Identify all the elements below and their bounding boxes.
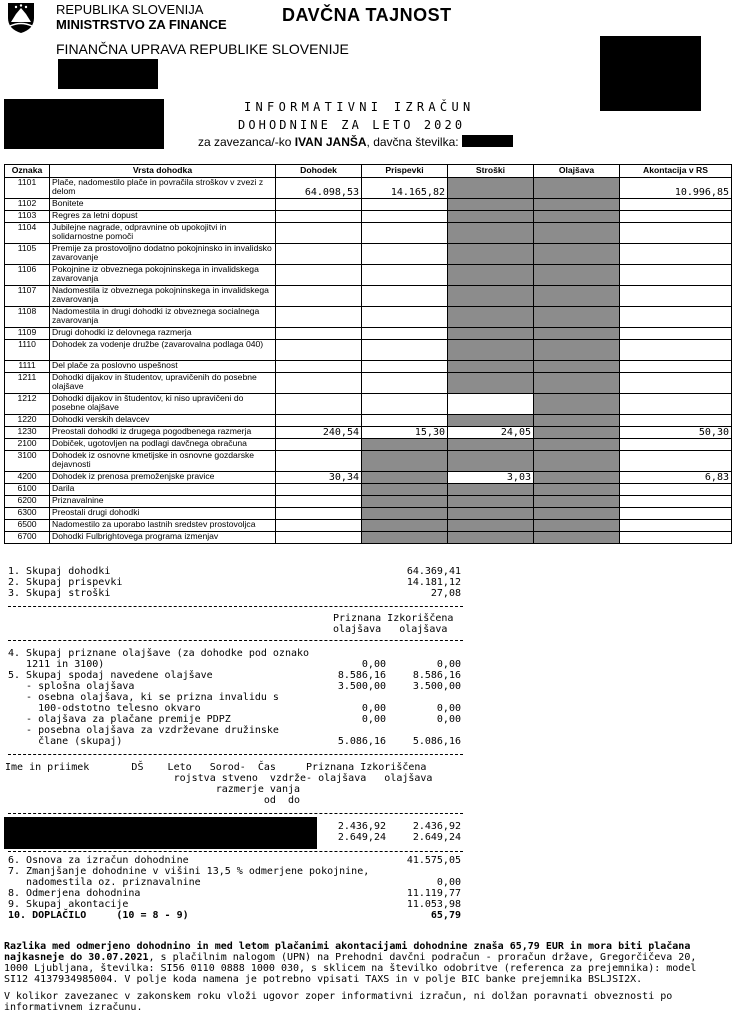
cell-dohodek <box>276 373 362 394</box>
table-header-row <box>5 165 732 178</box>
cell-dohodek <box>276 223 362 244</box>
relief-5-used: 8.586,16 <box>412 670 461 681</box>
cell-prispevki: 14.165,82 <box>362 178 448 199</box>
income-code: 1102 <box>5 199 50 211</box>
dependent-1-recognized: 2.436,92 <box>337 821 386 832</box>
table-row <box>5 451 732 472</box>
total-income-label: 1. Skupaj dohodki <box>8 566 111 577</box>
cell-prispevki <box>362 211 448 223</box>
relief-disability-used: 0,00 <box>436 703 461 714</box>
cell-akontacija <box>620 484 732 496</box>
cell-prispevki <box>362 415 448 427</box>
cell-dohodek: 64.098,53 <box>276 178 362 199</box>
table-row <box>5 496 732 508</box>
income-type: Darila <box>50 484 276 496</box>
cell-dohodek <box>276 532 362 544</box>
column-header: Olajšava <box>534 165 620 178</box>
cell-dohodek <box>276 508 362 520</box>
cell-akontacija <box>620 211 732 223</box>
income-code: 6500 <box>5 520 50 532</box>
relief-column-header: Priznana Izkoriščena olajšava olajšava <box>333 613 454 635</box>
org-line-2: MINISTRSTVO ZA FINANCE <box>56 17 227 32</box>
divider <box>8 640 463 641</box>
cell-dohodek <box>276 451 362 472</box>
cell-olajsava <box>534 223 620 244</box>
cell-akontacija <box>620 520 732 532</box>
coat-of-arms-icon <box>6 2 36 34</box>
table-row <box>5 199 732 211</box>
income-code: 1108 <box>5 307 50 328</box>
relief-pdpz-recognized: 0,00 <box>361 714 386 725</box>
cell-stroski <box>448 508 534 520</box>
cell-prispevki <box>362 328 448 340</box>
total-costs-label: 3. Skupaj stroški <box>8 588 111 599</box>
column-header: Stroški <box>448 165 534 178</box>
cell-olajsava <box>534 427 620 439</box>
additional-payment-value: 65,79 <box>430 910 461 921</box>
assessed-tax-label: 8. Odmerjena dohodnina <box>8 888 141 899</box>
payment-deadline-text: Razlika med odmerjeno dohodnino in med letom plačanimi akontacijami dohodnine znaša 65,79 EUR in mora biti plačana najkasneje do 30.07.2021 <box>4 941 691 963</box>
cell-prispevki <box>362 244 448 265</box>
cell-olajsava <box>534 340 620 361</box>
cell-olajsava <box>534 451 620 472</box>
divider <box>8 813 463 814</box>
cell-akontacija: 6,83 <box>620 472 732 484</box>
relief-general-label: - splošna olajšava <box>8 681 135 692</box>
document-title: INFORMATIVNI IZRAČUN <box>244 100 475 114</box>
income-code: 6200 <box>5 496 50 508</box>
cell-olajsava <box>534 415 620 427</box>
relief-4-recognized: 0,00 <box>361 659 386 670</box>
cell-stroski <box>448 211 534 223</box>
cell-stroski <box>448 199 534 211</box>
income-code: 1110 <box>5 340 50 361</box>
income-code: 6300 <box>5 508 50 520</box>
cell-akontacija <box>620 532 732 544</box>
income-type: Drugi dohodki iz delovnega razmerja <box>50 328 276 340</box>
cell-dohodek <box>276 484 362 496</box>
income-type: Priznavalnine <box>50 496 276 508</box>
cell-akontacija <box>620 439 732 451</box>
income-code: 2100 <box>5 439 50 451</box>
cell-olajsava <box>534 244 620 265</box>
cell-dohodek <box>276 265 362 286</box>
cell-akontacija <box>620 328 732 340</box>
cell-olajsava <box>534 265 620 286</box>
tax-base-label: 6. Osnova za izračun dohodnine <box>8 855 189 866</box>
cell-olajsava <box>534 520 620 532</box>
column-header: Vrsta dohodka <box>50 165 276 178</box>
cell-dohodek <box>276 211 362 223</box>
income-type: Dohodki verskih delavcev <box>50 415 276 427</box>
redacted-block <box>600 36 701 111</box>
cell-olajsava <box>534 394 620 415</box>
cell-akontacija <box>620 286 732 307</box>
cell-dohodek <box>276 361 362 373</box>
cell-stroski: 3,03 <box>448 472 534 484</box>
relief-disability-label: - osebna olajšava, ki se prizna invalidu s 100-odstotno telesno okvaro <box>26 692 279 714</box>
redacted-block <box>58 59 158 89</box>
income-type: Dohodki Fulbrightovega programa izmenjav <box>50 532 276 544</box>
table-row <box>5 265 732 286</box>
income-type: Dobiček, ugotovljen na podlagi davčnega obračuna <box>50 439 276 451</box>
relief-dependents-used: 5.086,16 <box>412 736 461 747</box>
cell-prispevki <box>362 451 448 472</box>
income-code: 1103 <box>5 211 50 223</box>
income-type: Bonitete <box>50 199 276 211</box>
cell-stroski <box>448 178 534 199</box>
table-row <box>5 340 732 361</box>
cell-dohodek: 240,54 <box>276 427 362 439</box>
table-row <box>5 508 732 520</box>
income-type: Nadomestila iz obveznega pokojninskega in invalidskega zavarovanja <box>50 286 276 307</box>
cell-olajsava <box>534 307 620 328</box>
cell-akontacija <box>620 223 732 244</box>
cell-prispevki <box>362 361 448 373</box>
relief-pdpz-label: - olajšava za plačane premije PDPZ <box>8 714 231 725</box>
income-code: 1230 <box>5 427 50 439</box>
income-type: Dohodki dijakov in študentov, upravičenih do posebne olajšave <box>50 373 276 394</box>
advance-payments-value: 11.053,98 <box>406 899 461 910</box>
cell-stroski <box>448 484 534 496</box>
cell-akontacija <box>620 199 732 211</box>
cell-dohodek <box>276 415 362 427</box>
column-header: Akontacija v RS <box>620 165 732 178</box>
income-code: 1105 <box>5 244 50 265</box>
cell-prispevki <box>362 508 448 520</box>
cell-olajsava <box>534 286 620 307</box>
cell-prispevki <box>362 472 448 484</box>
cell-akontacija: 50,30 <box>620 427 732 439</box>
cell-olajsava <box>534 178 620 199</box>
cell-akontacija <box>620 394 732 415</box>
income-code: 1111 <box>5 361 50 373</box>
cell-prispevki <box>362 520 448 532</box>
relief-4-label: 4. Skupaj priznane olajšave (za dohodke pod oznako 1211 in 3100) <box>8 648 310 670</box>
income-type: Plače, nadomestilo plače in povračila stroškov v zvezi z delom <box>50 178 276 199</box>
cell-prispevki <box>362 373 448 394</box>
cell-olajsava <box>534 328 620 340</box>
total-income-value: 64.369,41 <box>406 566 461 577</box>
cell-stroski <box>448 496 534 508</box>
table-row <box>5 211 732 223</box>
cell-olajsava <box>534 532 620 544</box>
cell-prispevki <box>362 265 448 286</box>
cell-olajsava <box>534 361 620 373</box>
cell-akontacija <box>620 244 732 265</box>
table-row <box>5 394 732 415</box>
income-type: Dohodek iz prenosa premoženjske pravice <box>50 472 276 484</box>
taxpayer-name: IVAN JANŠA <box>294 135 367 149</box>
cell-stroski <box>448 532 534 544</box>
cell-akontacija <box>620 373 732 394</box>
cell-olajsava <box>534 439 620 451</box>
income-code: 1106 <box>5 265 50 286</box>
reduction-label: 7. Zmanjšanje dohodnine v višini 13,5 % odmerjene pokojnine, nadomestila oz. priznavalnine <box>8 866 370 888</box>
cell-prispevki <box>362 307 448 328</box>
document-subtitle: DOHODNINE ZA LETO 2020 <box>238 118 466 132</box>
income-code: 1211 <box>5 373 50 394</box>
relief-5-label: 5. Skupaj spodaj navedene olajšave <box>8 670 213 681</box>
income-type: Pokojnine iz obveznega pokojninskega in invalidskega zavarovanja <box>50 265 276 286</box>
cell-dohodek <box>276 307 362 328</box>
cell-stroski <box>448 265 534 286</box>
table-row <box>5 427 732 439</box>
table-row <box>5 307 732 328</box>
table-row <box>5 520 732 532</box>
income-type: Del plače za poslovno uspešnost <box>50 361 276 373</box>
cell-akontacija <box>620 415 732 427</box>
redacted-block <box>462 135 513 147</box>
taxpayer-prefix: za zavezanca/-ko <box>198 135 292 149</box>
cell-stroski <box>448 244 534 265</box>
cell-stroski <box>448 520 534 532</box>
relief-4-used: 0,00 <box>436 659 461 670</box>
cell-stroski <box>448 415 534 427</box>
cell-prispevki <box>362 496 448 508</box>
cell-akontacija <box>620 496 732 508</box>
cell-olajsava <box>534 211 620 223</box>
cell-akontacija: 10.996,85 <box>620 178 732 199</box>
cell-dohodek <box>276 340 362 361</box>
income-type: Preostali dohodki iz drugega pogodbenega razmerja <box>50 427 276 439</box>
table-row <box>5 244 732 265</box>
redacted-block <box>4 99 164 149</box>
cell-olajsava <box>534 472 620 484</box>
cell-olajsava <box>534 496 620 508</box>
income-code: 1101 <box>5 178 50 199</box>
divider <box>8 851 463 852</box>
cell-stroski <box>448 286 534 307</box>
table-row <box>5 361 732 373</box>
cell-prispevki <box>362 439 448 451</box>
cell-stroski <box>448 328 534 340</box>
divider <box>8 754 463 755</box>
dependent-1-used: 2.436,92 <box>412 821 461 832</box>
cell-dohodek <box>276 244 362 265</box>
cell-stroski: 24,05 <box>448 427 534 439</box>
cell-stroski <box>448 373 534 394</box>
cell-prispevki <box>362 532 448 544</box>
income-code: 1104 <box>5 223 50 244</box>
table-row <box>5 484 732 496</box>
cell-prispevki <box>362 286 448 307</box>
column-header: Prispevki <box>362 165 448 178</box>
income-code: 1220 <box>5 415 50 427</box>
cell-prispevki <box>362 484 448 496</box>
tax-base-value: 41.575,05 <box>406 855 461 866</box>
cell-akontacija <box>620 265 732 286</box>
dependents-header: Ime in priimek DŠ Leto Sorod- Čas Priznana Izkoriščena rojstva stveno vzdrže- olajšava olajšava razmerje vanja od do <box>5 762 433 806</box>
cell-olajsava <box>534 508 620 520</box>
cell-prispevki <box>362 340 448 361</box>
cell-stroski <box>448 451 534 472</box>
cell-dohodek <box>276 328 362 340</box>
cell-stroski <box>448 307 534 328</box>
authority-name: FINANČNA UPRAVA REPUBLIKE SLOVENIJE <box>56 41 349 57</box>
dependent-2-recognized: 2.649,24 <box>337 832 386 843</box>
income-code: 6100 <box>5 484 50 496</box>
cell-akontacija <box>620 508 732 520</box>
cell-prispevki <box>362 199 448 211</box>
income-type: Dohodek za vodenje družbe (zavarovalna podlaga 040) <box>50 340 276 361</box>
cell-dohodek <box>276 286 362 307</box>
income-type: Dohodki dijakov in študentov, ki niso upravičeni do posebne olajšave <box>50 394 276 415</box>
cell-stroski <box>448 223 534 244</box>
cell-dohodek <box>276 439 362 451</box>
cell-stroski <box>448 361 534 373</box>
income-type: Premije za prostovoljno dodatno pokojninsko in invalidsko zavarovanje <box>50 244 276 265</box>
table-row <box>5 472 732 484</box>
relief-pdpz-used: 0,00 <box>436 714 461 725</box>
cell-akontacija <box>620 307 732 328</box>
dependent-2-used: 2.649,24 <box>412 832 461 843</box>
additional-payment-label: 10. DOPLAČILO (10 = 8 - 9) <box>8 910 189 921</box>
income-code: 1107 <box>5 286 50 307</box>
cell-olajsava <box>534 199 620 211</box>
table-row <box>5 328 732 340</box>
income-type: Nadomestila in drugi dohodki iz obveznega socialnega zavarovanja <box>50 307 276 328</box>
relief-general-recognized: 3.500,00 <box>337 681 386 692</box>
cell-olajsava <box>534 484 620 496</box>
cell-dohodek <box>276 520 362 532</box>
income-code: 1212 <box>5 394 50 415</box>
cell-dohodek <box>276 394 362 415</box>
advance-payments-label: 9. Skupaj akontacije <box>8 899 129 910</box>
objection-note: V kolikor zavezanec v zakonskem roku vloži ugovor zoper informativni izračun, ni dolžan poravnati obveznosti po informativnem izračunu. <box>4 991 673 1013</box>
total-costs-value: 27,08 <box>430 588 461 599</box>
payment-details-text: , s plačilnim nalogom (UPN) na Prehodni davčni podračun - proračun države, Gregorčičeva 20, 1000 Ljubljana, številka: SI56 0110 0888 1000 030, s sklicem na številko odobritve (referenca za prejemnika): model SI12 4137934985004. V polje koda namena je potrebno vpisati TAXS in v polje BIC banke prejemnika BSLJSI2X. <box>4 952 697 985</box>
tax-number-label: , davčna številka: <box>366 135 459 149</box>
income-code: 6700 <box>5 532 50 544</box>
income-type: Regres za letni dopust <box>50 211 276 223</box>
income-code: 4200 <box>5 472 50 484</box>
cell-prispevki <box>362 223 448 244</box>
relief-general-used: 3.500,00 <box>412 681 461 692</box>
cell-stroski <box>448 340 534 361</box>
income-table <box>4 164 732 544</box>
cell-akontacija <box>620 340 732 361</box>
income-type: Jubilejne nagrade, odpravnine ob upokojitvi in solidarnostne pomoči <box>50 223 276 244</box>
table-row <box>5 178 732 199</box>
cell-prispevki: 15,30 <box>362 427 448 439</box>
reduction-value: 0,00 <box>436 877 461 888</box>
relief-dependents-recognized: 5.086,16 <box>337 736 386 747</box>
table-row <box>5 223 732 244</box>
cell-akontacija <box>620 361 732 373</box>
cell-dohodek: 30,34 <box>276 472 362 484</box>
divider <box>8 606 463 607</box>
cell-dohodek <box>276 496 362 508</box>
income-code: 1109 <box>5 328 50 340</box>
table-row <box>5 439 732 451</box>
relief-dependents-label: - posebna olajšava za vzdrževane družinske člane (skupaj) <box>26 725 279 747</box>
taxpayer-line <box>198 135 459 149</box>
assessed-tax-value: 11.119,77 <box>406 888 461 899</box>
income-type: Preostali drugi dohodki <box>50 508 276 520</box>
cell-olajsava <box>534 373 620 394</box>
relief-5-recognized: 8.586,16 <box>337 670 386 681</box>
income-code: 3100 <box>5 451 50 472</box>
cell-dohodek <box>276 199 362 211</box>
relief-disability-recognized: 0,00 <box>361 703 386 714</box>
org-line-1: REPUBLIKA SLOVENIJA <box>56 2 204 17</box>
column-header: Dohodek <box>276 165 362 178</box>
table-row <box>5 415 732 427</box>
income-type: Nadomestilo za uporabo lastnih sredstev prostovoljca <box>50 520 276 532</box>
table-row <box>5 286 732 307</box>
column-header: Oznaka <box>5 165 50 178</box>
cell-akontacija <box>620 451 732 472</box>
total-contributions-label: 2. Skupaj prispevki <box>8 577 123 588</box>
cell-stroski <box>448 439 534 451</box>
income-type: Dohodek iz osnovne kmetijske in osnovne gozdarske dejavnosti <box>50 451 276 472</box>
redacted-block <box>4 817 317 849</box>
table-row <box>5 532 732 544</box>
payment-instructions <box>4 941 704 985</box>
total-contributions-value: 14.181,12 <box>406 577 461 588</box>
classification-label: DAVČNA TAJNOST <box>282 5 452 25</box>
cell-stroski <box>448 394 534 415</box>
table-row <box>5 373 732 394</box>
cell-prispevki <box>362 394 448 415</box>
